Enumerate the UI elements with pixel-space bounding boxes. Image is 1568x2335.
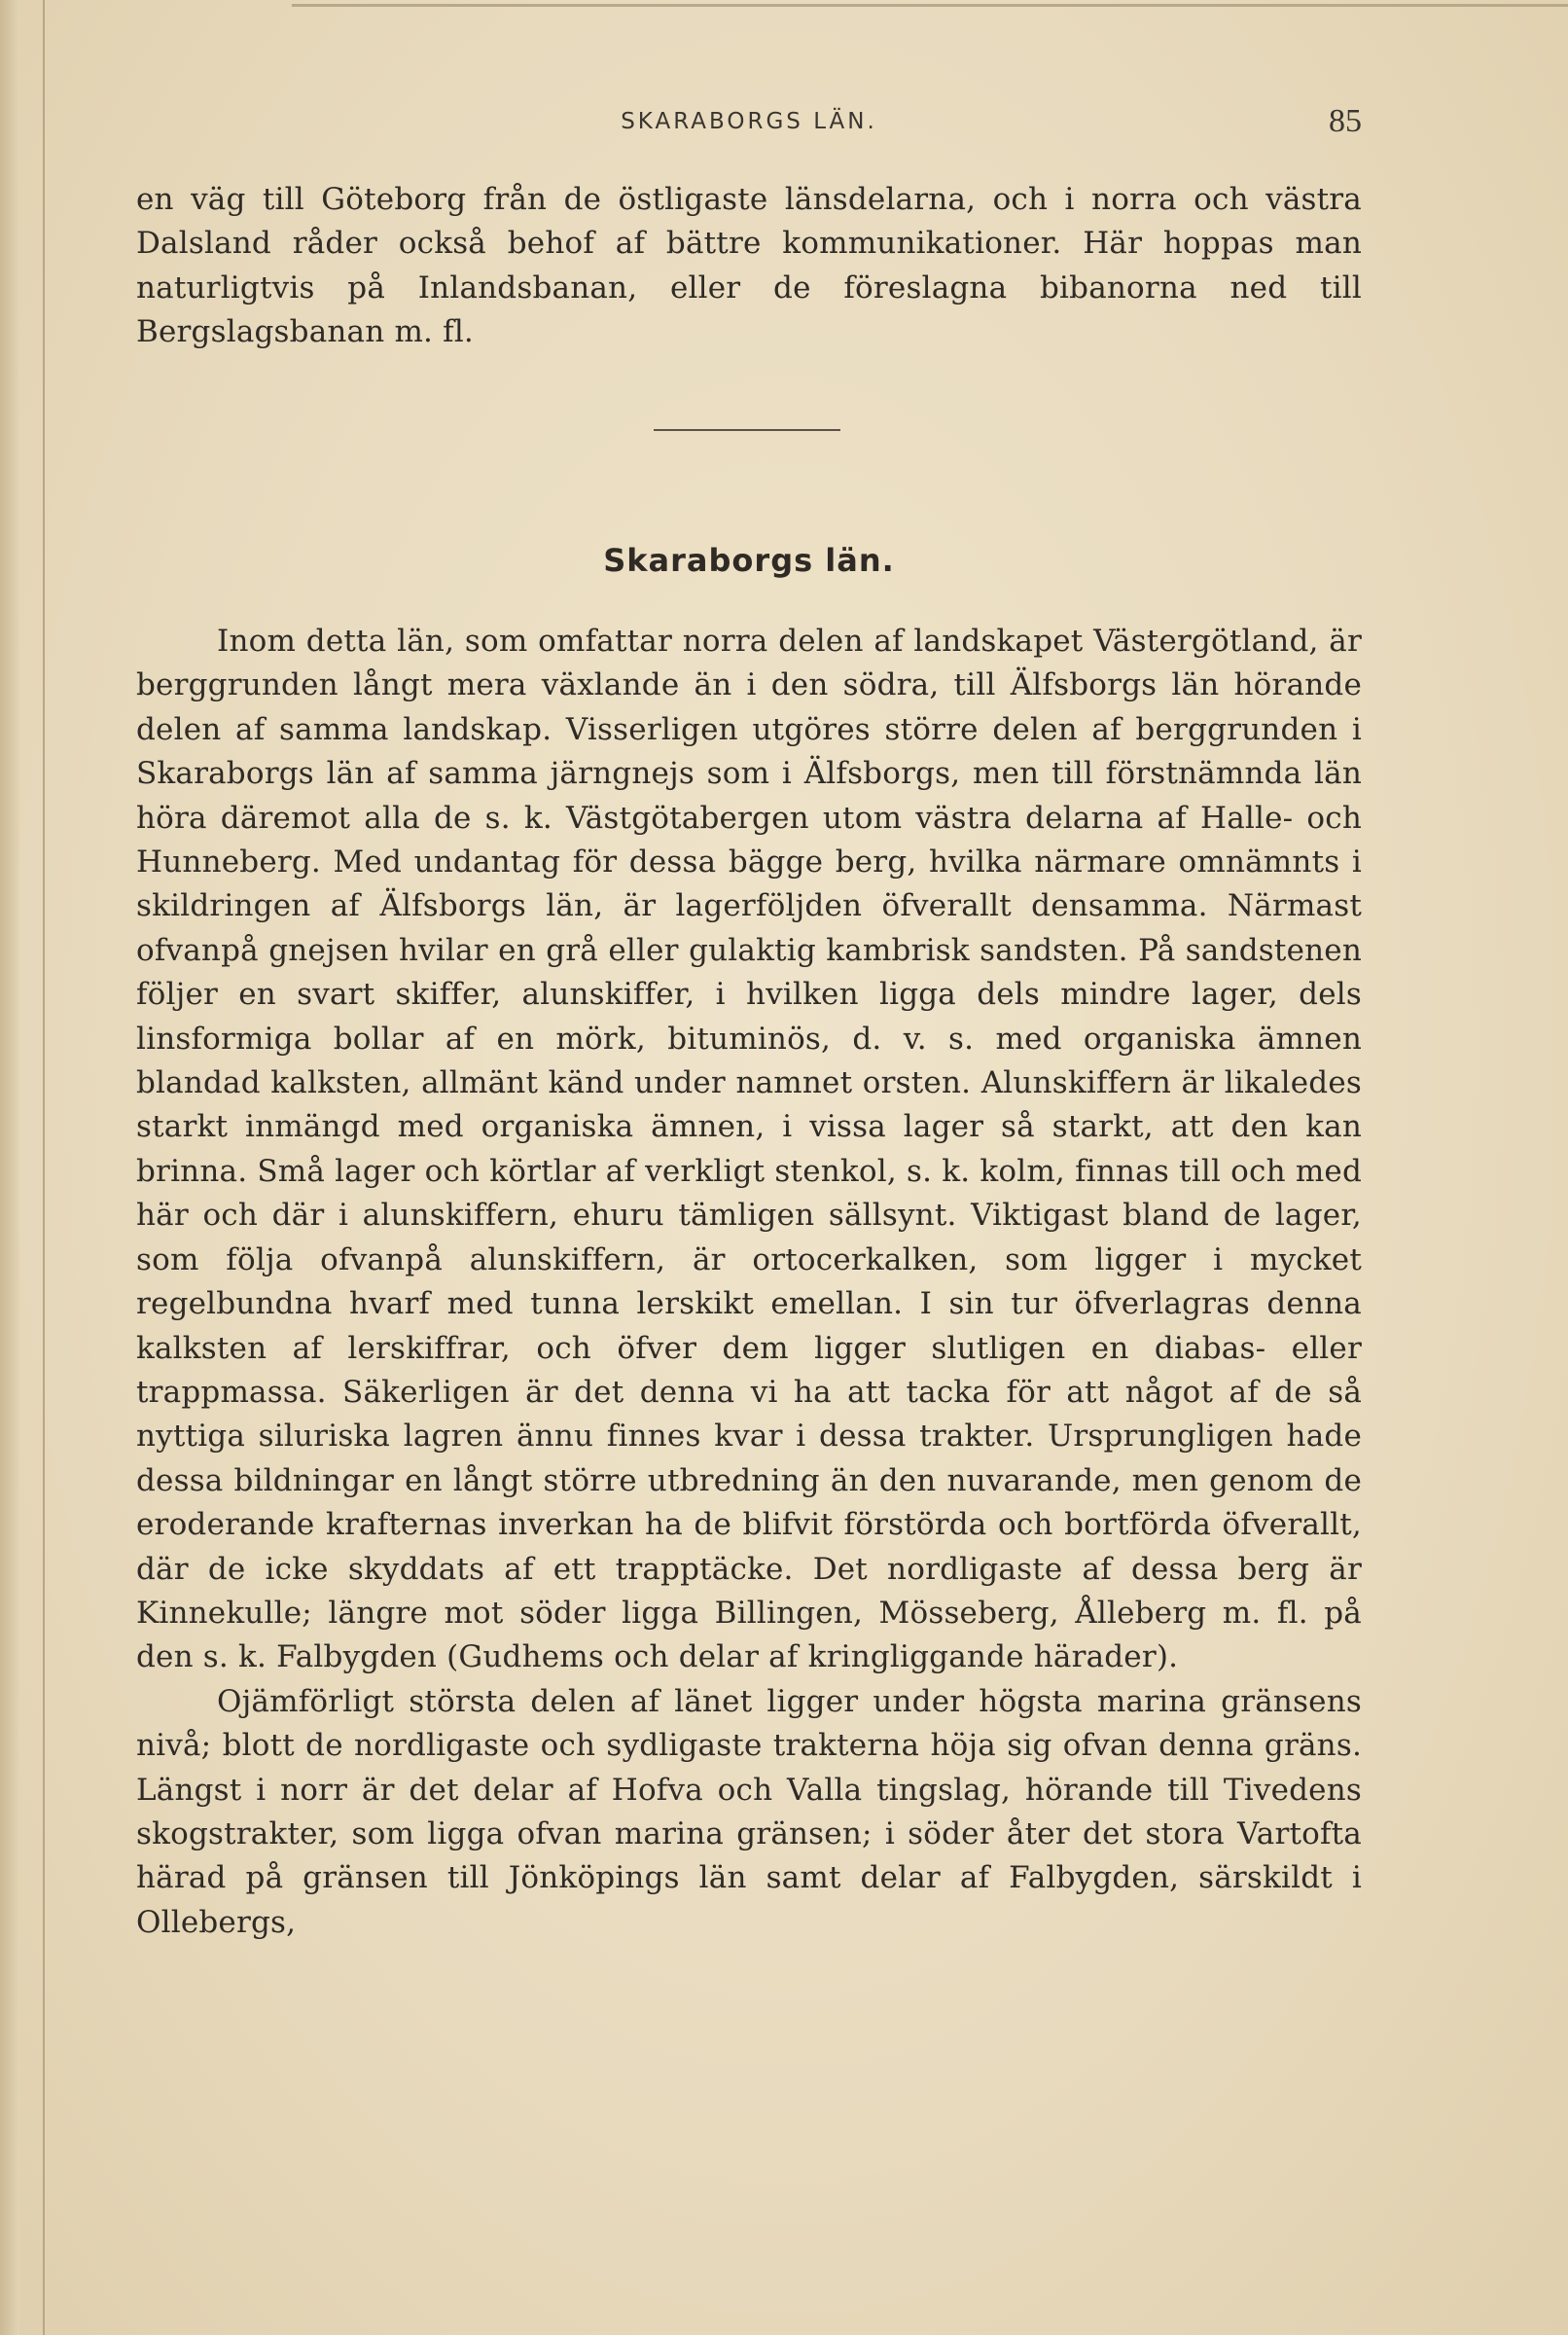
body-paragraph: Inom detta län, som omfattar norra delen af landskapet Västergötland, är berggrunden långt mera växlande än i den södra, till Älfsborgs län hörande delen af samma landskap. Visserligen utgöres större delen af berggrunden i Skaraborgs län af samma järngnejs som i Älfsborgs, men till förstnämnda län höra däremot alla de s. k. Västgötabergen utom västra delarna af Halle- och Hunneberg. Med undantag för dessa bägge berg, hvilka närmare omnämnts i skildringen af Älfsborgs län, är lagerföljden öfverallt densamma. Närmast ofvanpå gnejsen hvilar en grå eller gulaktig kambrisk sandsten. På sandstenen följer en svart skiffer, alunskiffer, i hvilken ligga dels mindre lager, dels linsformiga bollar af en mörk, bituminös, d. v. s. med organiska ämnen blandad kalksten, allmänt känd under namnet orsten. Alunskiffern är likaledes starkt inmängd med organiska ämnen, i vissa lager så starkt, att den kan brinna. Små lager och körtlar af verkligt stenkol, s. k. kolm, finnas till och med här och där i alunskiffern, ehuru tämligen sällsynt. Viktigast bland de lager, som följa ofvanpå alunskiffern, är ortocerkalken, som ligger i mycket regelbundna hvarf med tunna lerskikt emellan. I sin tur öfverlagras denna kalksten af lerskiffrar, och öfver dem ligger slutligen en diabas- eller trappmassa. Säkerligen är det denna vi ha att tacka för att något af de så nyttiga siluriska lagren ännu finnes kvar i dessa trakter. Ursprungligen hade dessa bildningar en långt större utbredning än den nuvarande, men genom de eroderande krafternas inverkan ha de blifvit förstörda och bortförda öfverallt, där de icke skyddats af ett trapptäcke. Det nordligaste af dessa berg är Kinnekulle; längre mot söder ligga Billingen, Mösseberg, Ålleberg m. fl. på den s. k. Falbygden (Gudhems och delar af kringliggande härader). bbox=[136, 624, 1362, 1675]
page-number: 85 bbox=[1329, 103, 1362, 139]
page-margin-line bbox=[43, 0, 45, 2335]
intro-paragraph: en väg till Göteborg från de östligaste länsdelarna, och i norra och västra Dalsland råder också behof af bättre kommunikationer. Här hoppas man naturligtvis på Inlandsbanan, eller de föreslagna bibanorna ned till Bergslagsbanan m. fl. bbox=[136, 182, 1362, 350]
section-divider bbox=[654, 429, 840, 431]
page-binding-edge bbox=[0, 0, 19, 2335]
section-body bbox=[136, 620, 1362, 1945]
section-heading: Skaraborgs län. bbox=[603, 542, 895, 579]
running-head-title: SKARABORGS LÄN. bbox=[621, 109, 877, 134]
running-head bbox=[136, 103, 1362, 154]
intro-text-block bbox=[136, 178, 1362, 355]
page-top-edge bbox=[292, 4, 1568, 7]
body-paragraph: Ojämförligt största delen af länet ligger under högsta marina gränsens nivå; blott de nordligaste och sydligaste trakterna höja sig ofvan denna gräns. Längst i norr är det delar af Hofva och Valla tingslag, hörande till Tivedens skogstrakter, som ligga ofvan marina gränsen; i söder åter det stora Vartofta härad på gränsen till Jönköpings län samt delar af Falbygden, särskildt i Ollebergs, bbox=[136, 1683, 1362, 1940]
